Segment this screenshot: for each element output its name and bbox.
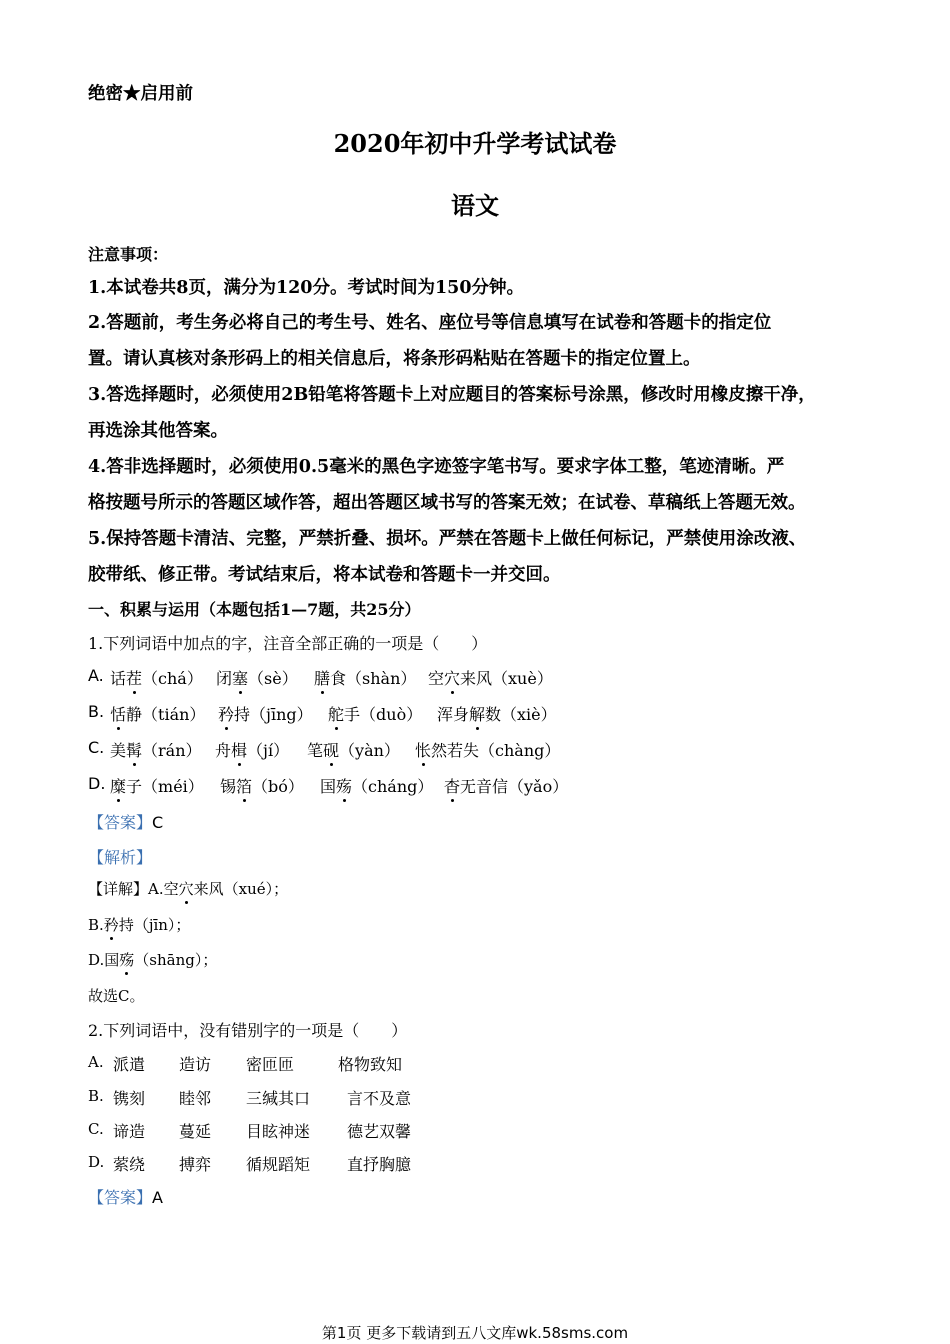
dotted-char: 茬 <box>126 669 143 688</box>
notice-line: 再选涂其他答案。 <box>88 421 228 441</box>
option-word: 舟楫（jí） <box>215 741 290 760</box>
detail-line: 【详解】A.空穴来风（xué）； <box>88 880 289 898</box>
notice-line: 胶带纸、修正带。考试结束后，将本试卷和答题卡一并交回。 <box>88 565 561 585</box>
option-word: 糜子（méi） <box>110 777 204 796</box>
option-word: 国殇（cháng） <box>320 777 434 796</box>
section-heading: 一、积累与运用（本题包括1—7题，共25分） <box>88 600 421 619</box>
dotted-char: 砚 <box>323 741 340 760</box>
option-word: 蔓延 <box>179 1122 212 1141</box>
dotted-char: 楫 <box>231 741 248 760</box>
dotted-char: 髯 <box>126 741 143 760</box>
dotted-char: 殇 <box>336 777 353 796</box>
detail-line: D.国殇（shāng）； <box>88 951 218 969</box>
notice-line: 1.本试卷共8页，满分为120分。考试时间为150分钟。 <box>88 278 525 298</box>
option-word: 睦邻 <box>179 1089 212 1108</box>
option-word: 美髯（rán） <box>110 741 202 760</box>
notice-heading: 注意事项： <box>88 245 169 264</box>
option-letter: A. <box>88 1053 104 1071</box>
dotted-char: 矜 <box>103 916 119 934</box>
option-word: 德艺双馨 <box>347 1122 412 1141</box>
detail-line: B.矜持（jīn）； <box>88 916 191 934</box>
option-letter: B. <box>88 1087 104 1105</box>
option-word: 笔砚（yàn） <box>307 741 400 760</box>
option-word: 锡箔（bó） <box>220 777 304 796</box>
dotted-char: 解 <box>469 705 486 724</box>
option-letter: A. <box>88 666 104 685</box>
answer-label: 【答案】 <box>88 813 153 832</box>
dotted-char: 矜 <box>218 705 235 724</box>
option-word: 萦绕 <box>113 1155 146 1174</box>
option-letter: D. <box>88 774 106 793</box>
option-word: 舵手（duò） <box>328 705 423 724</box>
option-word: 目眩神迷 <box>246 1122 311 1141</box>
dotted-char: 箔 <box>236 777 253 796</box>
option-word: 恬静（tián） <box>110 705 206 724</box>
answer-label: 【答案】 <box>88 1188 153 1207</box>
dotted-char: 膳 <box>314 669 331 688</box>
confidential-mark: 绝密★启用前 <box>88 84 193 104</box>
answer-line <box>88 1185 163 1208</box>
option-word: 怅然若失（chàng） <box>415 741 561 760</box>
option-word: 杳无音信（yǎo） <box>444 777 569 796</box>
option-word: 格物致知 <box>338 1055 403 1074</box>
option-word: 矜持（jīng） <box>218 705 313 724</box>
option-word: 镌刻 <box>113 1089 146 1108</box>
notice-line: 格按题号所示的答题区域作答，超出答题区域书写的答案无效；在试卷、草稿纸上答题无效。 <box>88 493 806 513</box>
option-word: 闭塞（sè） <box>216 669 298 688</box>
option-word: 派遣 <box>113 1055 146 1074</box>
page-title: 2020年初中升学考试试卷 <box>333 129 617 158</box>
notice-line: 5.保持答题卡清洁、完整，严禁折叠、损坏。严禁在答题卡上做任何标记，严禁使用涂改液、 <box>88 529 807 549</box>
option-word: 空穴来风（xuè） <box>428 669 553 688</box>
option-word: 造访 <box>179 1055 212 1074</box>
dotted-char: 塞 <box>232 669 249 688</box>
notice-line: 置。请认真核对条形码上的相关信息后，将条形码粘贴在答题卡的指定位置上。 <box>88 349 701 369</box>
dotted-char: 殇 <box>119 951 135 969</box>
dotted-char: 穴 <box>178 880 194 898</box>
option-letter: D. <box>88 1153 105 1171</box>
option-word: 话茬（chá） <box>110 669 203 688</box>
conclusion-line: 故选C。 <box>88 987 145 1005</box>
option-letter: C. <box>88 1120 104 1138</box>
notice-line: 3.答选择题时，必须使用2B铅笔将答题卡上对应题目的答案标号涂黑，修改时用橡皮擦干净， <box>88 385 816 405</box>
dotted-char: 糜 <box>110 777 127 796</box>
option-word: 浑身解数（xiè） <box>437 705 557 724</box>
page-footer: 第1页 更多下载请到五八文库wk.58sms.com <box>321 1324 629 1342</box>
option-word: 谛造 <box>113 1122 146 1141</box>
option-word: 循规蹈矩 <box>246 1155 311 1174</box>
option-letter: C. <box>88 738 105 757</box>
option-word: 三缄其口 <box>246 1089 311 1108</box>
dotted-char: 杳 <box>444 777 461 796</box>
option-word: 膳食（shàn） <box>314 669 417 688</box>
dotted-char: 恬 <box>110 705 127 724</box>
question-stem: 1.下列词语中加点的字，注音全部正确的一项是（ ） <box>88 634 488 653</box>
subject-title: 语文 <box>451 191 499 220</box>
option-word: 密匝匝 <box>246 1055 295 1074</box>
answer-value: A <box>152 1188 163 1207</box>
answer-value: C <box>152 813 164 832</box>
question-stem: 2.下列词语中，没有错别字的一项是（ ） <box>88 1021 408 1040</box>
notice-line: 4.答非选择题时，必须使用0.5毫米的黑色字迹签字笔书写。要求字体工整，笔迹清晰。严 <box>88 457 785 477</box>
detail-label: 【详解】 <box>88 880 149 898</box>
answer-line <box>88 810 163 833</box>
dotted-char: 穴 <box>444 669 461 688</box>
notice-line: 2.答题前，考生务必将自己的考生号、姓名、座位号等信息填写在试卷和答题卡的指定位 <box>88 313 772 333</box>
option-word: 搏弈 <box>179 1155 212 1174</box>
option-word: 言不及意 <box>347 1089 412 1108</box>
option-letter: B. <box>88 702 105 721</box>
dotted-char: 怅 <box>415 741 432 760</box>
dotted-char: 舵 <box>328 705 345 724</box>
analysis-label: 【解析】 <box>88 848 153 867</box>
option-word: 直抒胸臆 <box>347 1155 412 1174</box>
